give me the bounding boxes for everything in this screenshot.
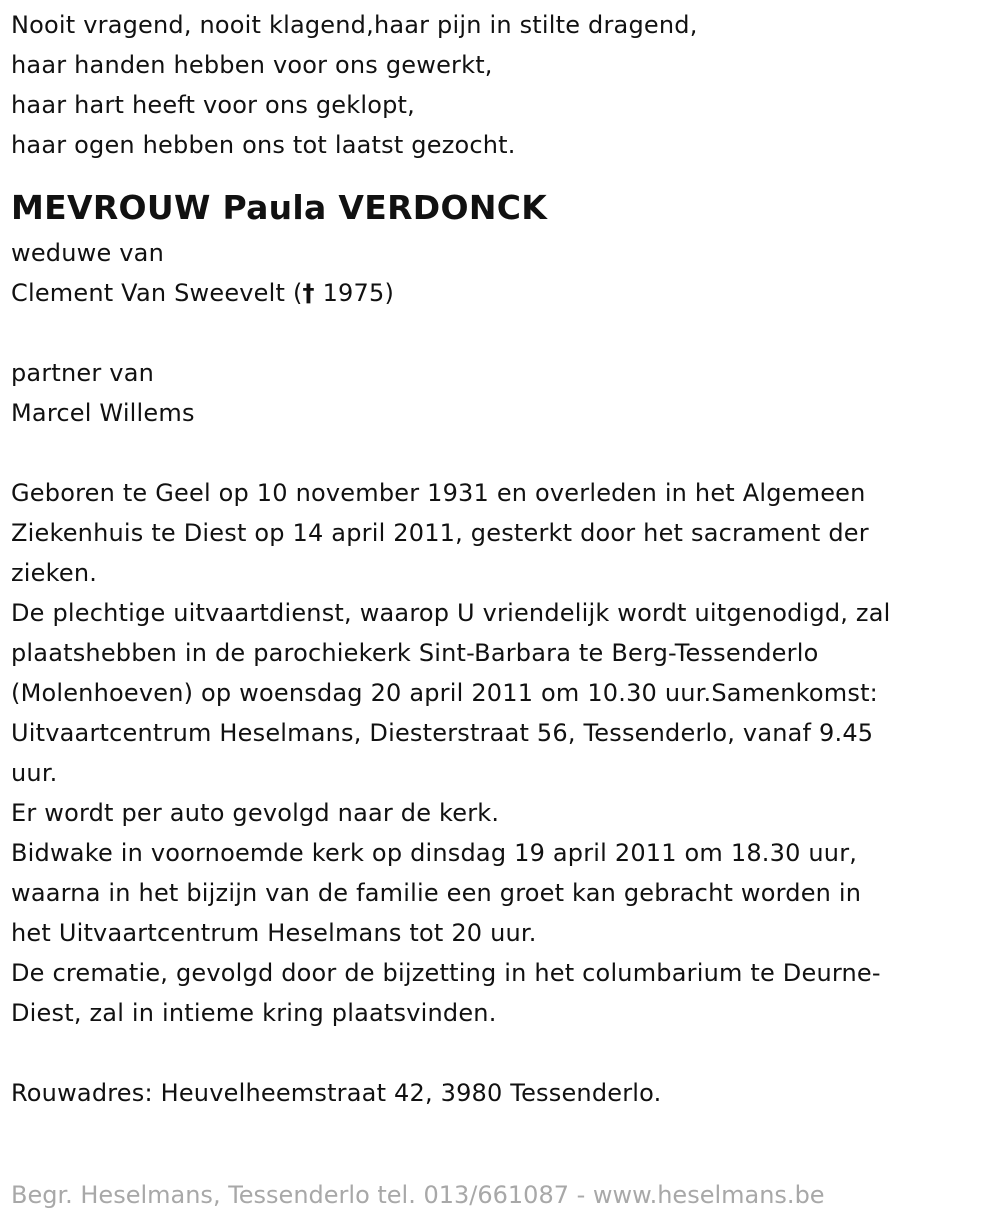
details-line: plaatshebben in de parochiekerk Sint-Barbara te Berg-Tessenderlo xyxy=(11,639,819,667)
details-line: zieken. xyxy=(11,559,98,587)
mourning-address: Rouwadres: Heuvelheemstraat 42, 3980 Tessenderlo. xyxy=(11,1079,662,1107)
details-line: Ziekenhuis te Diest op 14 april 2011, gesterkt door het sacrament der xyxy=(11,519,869,547)
poem-line: haar hart heeft voor ons geklopt, xyxy=(11,91,415,119)
spouse-year: 1975) xyxy=(314,279,395,307)
details-line: De plechtige uitvaartdienst, waarop U vriendelijk wordt uitgenodigd, zal xyxy=(11,599,891,627)
details-line: (Molenhoeven) op woensdag 20 april 2011 om 10.30 uur.Samenkomst: xyxy=(11,679,878,707)
poem-line: Nooit vragend, nooit klagend,haar pijn in stilte dragend, xyxy=(11,11,698,39)
partner-name: Marcel Willems xyxy=(11,399,195,427)
details-line: het Uitvaartcentrum Heselmans tot 20 uur. xyxy=(11,919,537,947)
details-text xyxy=(11,473,986,1033)
poem xyxy=(11,5,986,165)
widow-label: weduwe van xyxy=(11,239,164,267)
partner-section xyxy=(11,353,986,433)
cross-icon: † xyxy=(302,279,315,307)
obituary-notice xyxy=(11,5,986,1113)
details-line: De crematie, gevolgd door de bijzetting in het columbarium te Deurne- xyxy=(11,959,881,987)
details-line: Bidwake in voornoemde kerk op dinsdag 19 april 2011 om 18.30 uur, xyxy=(11,839,858,867)
funeral-home-footer: Begr. Heselmans, Tessenderlo tel. 013/661087 - www.heselmans.be xyxy=(11,1181,825,1209)
spouse-line xyxy=(11,273,986,313)
poem-line: haar handen hebben voor ons gewerkt, xyxy=(11,51,493,79)
details-line: Geboren te Geel op 10 november 1931 en overleden in het Algemeen xyxy=(11,479,866,507)
details-line: Uitvaartcentrum Heselmans, Diesterstraat 56, Tessenderlo, vanaf 9.45 xyxy=(11,719,874,747)
widow-section xyxy=(11,233,986,313)
details-line: Er wordt per auto gevolgd naar de kerk. xyxy=(11,799,500,827)
details-line: waarna in het bijzijn van de familie een groet kan gebracht worden in xyxy=(11,879,862,907)
details-line: uur. xyxy=(11,759,58,787)
details-line: Diest, zal in intieme kring plaatsvinden. xyxy=(11,999,497,1027)
deceased-name: MEVROUW Paula VERDONCK xyxy=(11,188,548,227)
spouse-name: Clement Van Sweevelt ( xyxy=(11,279,303,307)
partner-label: partner van xyxy=(11,359,155,387)
poem-line: haar ogen hebben ons tot laatst gezocht. xyxy=(11,131,516,159)
